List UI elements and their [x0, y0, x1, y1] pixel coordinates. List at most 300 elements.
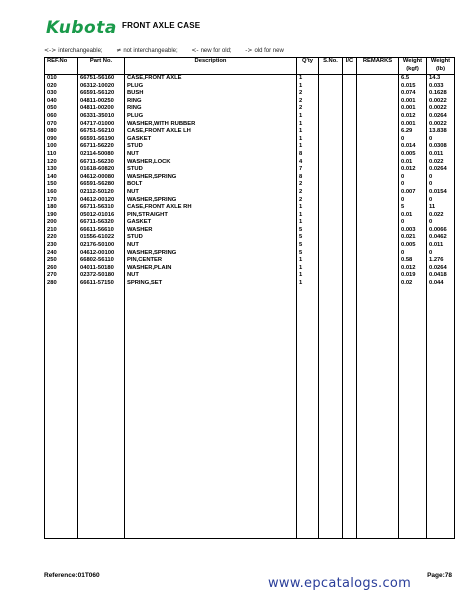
weight-kgf-cell: 0.012	[399, 166, 427, 174]
part-no-cell: 01618-60820	[78, 166, 125, 174]
table-row	[45, 136, 455, 144]
description-cell: RING	[125, 105, 297, 113]
table-row	[45, 189, 455, 197]
ref-no-cell: 270	[45, 272, 78, 280]
remarks-cell	[357, 98, 399, 106]
remarks-cell	[357, 204, 399, 212]
qty-cell: 1	[297, 204, 319, 212]
ic-cell	[343, 83, 357, 91]
description-cell: GASKET	[125, 136, 297, 144]
ic-cell	[343, 159, 357, 167]
description-cell: CASE,FRONT AXLE	[125, 75, 297, 83]
qty-cell: 1	[297, 257, 319, 265]
ic-cell	[343, 143, 357, 151]
empty-cell	[78, 288, 125, 539]
qty-cell: 5	[297, 242, 319, 250]
serial-no-cell	[319, 166, 343, 174]
table-row	[45, 197, 455, 205]
part-no-cell: 66751-56210	[78, 128, 125, 136]
qty-cell: 1	[297, 136, 319, 144]
remarks-cell	[357, 227, 399, 235]
ref-no-cell: 190	[45, 212, 78, 220]
legend-item	[191, 48, 237, 54]
serial-no-cell	[319, 257, 343, 265]
legend-text: old for new	[254, 48, 284, 54]
weight-kgf-cell: 0	[399, 174, 427, 182]
ic-cell	[343, 113, 357, 121]
serial-no-cell	[319, 227, 343, 235]
weight-lb-cell: 0.0022	[427, 105, 455, 113]
ref-no-cell: 080	[45, 128, 78, 136]
ic-cell	[343, 204, 357, 212]
table-row	[45, 83, 455, 91]
ic-cell	[343, 90, 357, 98]
serial-no-cell	[319, 204, 343, 212]
remarks-cell	[357, 143, 399, 151]
ref-no-cell: 070	[45, 121, 78, 129]
legend-item	[116, 48, 183, 54]
description-cell: NUT	[125, 242, 297, 250]
qty-cell: 1	[297, 143, 319, 151]
table-row	[45, 204, 455, 212]
serial-no-cell	[319, 212, 343, 220]
weight-lb-cell: 0.033	[427, 83, 455, 91]
empty-cell	[125, 288, 297, 539]
ref-no-cell: 250	[45, 257, 78, 265]
weight-kgf-cell: 0.014	[399, 143, 427, 151]
qty-cell: 1	[297, 212, 319, 220]
ref-no-cell: 140	[45, 174, 78, 182]
part-no-cell: 04717-01000	[78, 121, 125, 129]
table-row	[45, 272, 455, 280]
remarks-cell	[357, 257, 399, 265]
weight-lb-cell: 0.0462	[427, 234, 455, 242]
ic-cell	[343, 181, 357, 189]
table-row	[45, 105, 455, 113]
part-no-cell: 04612-00080	[78, 174, 125, 182]
remarks-cell	[357, 159, 399, 167]
qty-cell: 2	[297, 189, 319, 197]
description-cell: PIN,STRAIGHT	[125, 212, 297, 220]
part-no-cell: 66711-56320	[78, 219, 125, 227]
remarks-cell	[357, 189, 399, 197]
ref-no-cell: 050	[45, 105, 78, 113]
weight-kgf-cell: 6.5	[399, 75, 427, 83]
qty-cell: 7	[297, 166, 319, 174]
ref-no-cell: 060	[45, 113, 78, 121]
part-no-cell: 02372-50180	[78, 272, 125, 280]
table-row	[45, 219, 455, 227]
table-row	[45, 280, 455, 288]
ic-cell	[343, 121, 357, 129]
remarks-cell	[357, 212, 399, 220]
serial-no-cell	[319, 219, 343, 227]
watermark: www.epcatalogs.com	[268, 576, 412, 591]
remarks-cell	[357, 242, 399, 250]
table-header-row	[45, 58, 455, 75]
interchangeable-arrow-icon: <->	[44, 47, 57, 54]
qty-cell: 4	[297, 159, 319, 167]
ic-cell	[343, 227, 357, 235]
table-row	[45, 242, 455, 250]
description-cell: PIN,CENTER	[125, 257, 297, 265]
remarks-cell	[357, 128, 399, 136]
table-row	[45, 143, 455, 151]
weight-lb-cell: 0.0154	[427, 189, 455, 197]
weight-kgf-cell: 0	[399, 181, 427, 189]
description-cell: NUT	[125, 151, 297, 159]
weight-kgf-cell: 0.003	[399, 227, 427, 235]
table-row	[45, 121, 455, 129]
serial-no-cell	[319, 272, 343, 280]
weight-kgf-cell: 0.58	[399, 257, 427, 265]
ref-no-cell: 280	[45, 280, 78, 288]
description-cell: STUD	[125, 143, 297, 151]
description-cell: NUT	[125, 189, 297, 197]
serial-no-cell	[319, 181, 343, 189]
description-cell: WASHER,SPRING	[125, 250, 297, 258]
qty-cell: 2	[297, 90, 319, 98]
table-filler-row	[45, 288, 455, 539]
ref-no-cell: 180	[45, 204, 78, 212]
weight-lb-cell: 0.1628	[427, 90, 455, 98]
remarks-cell	[357, 136, 399, 144]
weight-lb-cell: 0.0022	[427, 121, 455, 129]
table-row	[45, 166, 455, 174]
page-title: FRONT AXLE CASE	[122, 21, 201, 30]
weight-lb-cell: 0.044	[427, 280, 455, 288]
empty-cell	[343, 288, 357, 539]
part-no-cell: 66611-57150	[78, 280, 125, 288]
serial-no-cell	[319, 121, 343, 129]
table-row	[45, 90, 455, 98]
ic-cell	[343, 189, 357, 197]
description-cell: BOLT	[125, 181, 297, 189]
parts-table	[44, 57, 455, 539]
table-row	[45, 151, 455, 159]
part-no-cell: 66802-56110	[78, 257, 125, 265]
serial-no-cell	[319, 159, 343, 167]
ref-no-cell: 010	[45, 75, 78, 83]
qty-cell: 1	[297, 83, 319, 91]
table-row	[45, 181, 455, 189]
ic-cell	[343, 265, 357, 273]
ic-cell	[343, 257, 357, 265]
description-cell: WASHER,WITH RUBBER	[125, 121, 297, 129]
ic-cell	[343, 136, 357, 144]
weight-lb-cell: 0.011	[427, 151, 455, 159]
remarks-cell	[357, 265, 399, 273]
description-cell: BUSH	[125, 90, 297, 98]
qty-cell: 5	[297, 234, 319, 242]
ref-no-cell: 100	[45, 143, 78, 151]
right-arrow-icon: ->	[245, 47, 253, 54]
qty-cell: 1	[297, 113, 319, 121]
part-no-cell: 66611-56610	[78, 227, 125, 235]
ic-cell	[343, 219, 357, 227]
col-header-weight-lb: Weight (lb)	[427, 58, 455, 75]
reference-code: Reference:01T060	[44, 572, 100, 579]
weight-kgf-cell: 0.012	[399, 265, 427, 273]
ic-cell	[343, 280, 357, 288]
remarks-cell	[357, 166, 399, 174]
ic-cell	[343, 234, 357, 242]
ic-cell	[343, 105, 357, 113]
col-header-remarks: REMARKS	[357, 58, 399, 75]
weight-lb-cell: 1.276	[427, 257, 455, 265]
remarks-cell	[357, 121, 399, 129]
remarks-cell	[357, 75, 399, 83]
description-cell: WASHER,LOCK	[125, 159, 297, 167]
serial-no-cell	[319, 113, 343, 121]
ic-cell	[343, 272, 357, 280]
ref-no-cell: 230	[45, 242, 78, 250]
weight-kgf-cell: 0.01	[399, 212, 427, 220]
legend-text: interchangeable;	[58, 48, 103, 54]
weight-kgf-cell: 5	[399, 204, 427, 212]
part-no-cell: 04811-00250	[78, 98, 125, 106]
legend-item	[245, 48, 290, 54]
part-no-cell: 02114-50080	[78, 151, 125, 159]
description-cell: NUT	[125, 272, 297, 280]
serial-no-cell	[319, 280, 343, 288]
part-no-cell: 02176-50100	[78, 242, 125, 250]
ref-no-cell: 240	[45, 250, 78, 258]
weight-lb-cell: 0	[427, 250, 455, 258]
serial-no-cell	[319, 75, 343, 83]
description-cell: RING	[125, 98, 297, 106]
weight-lb-cell: 13.838	[427, 128, 455, 136]
weight-lb-cell: 11	[427, 204, 455, 212]
serial-no-cell	[319, 128, 343, 136]
weight-kgf-cell: 0.01	[399, 159, 427, 167]
ref-no-cell: 020	[45, 83, 78, 91]
ref-no-cell: 170	[45, 197, 78, 205]
legend-text: new for old;	[200, 48, 232, 54]
col-header-sno: S.No.	[319, 58, 343, 75]
weight-lb-cell: 0.0066	[427, 227, 455, 235]
table-row	[45, 113, 455, 121]
weight-kgf-cell: 0.001	[399, 98, 427, 106]
table-row	[45, 98, 455, 106]
serial-no-cell	[319, 234, 343, 242]
serial-no-cell	[319, 174, 343, 182]
serial-no-cell	[319, 90, 343, 98]
weight-lb-cell: 0	[427, 197, 455, 205]
weight-kgf-cell: 0	[399, 250, 427, 258]
serial-no-cell	[319, 143, 343, 151]
serial-no-cell	[319, 136, 343, 144]
part-no-cell: 04612-00120	[78, 197, 125, 205]
weight-kgf-cell: 0.074	[399, 90, 427, 98]
serial-no-cell	[319, 242, 343, 250]
ref-no-cell: 150	[45, 181, 78, 189]
description-cell: PLUG	[125, 83, 297, 91]
ref-no-cell: 200	[45, 219, 78, 227]
col-header-description: Description	[125, 58, 297, 75]
part-no-cell: 66591-56190	[78, 136, 125, 144]
weight-kgf-cell: 0	[399, 219, 427, 227]
ref-no-cell: 120	[45, 159, 78, 167]
ic-cell	[343, 250, 357, 258]
col-header-part-no: Part No.	[78, 58, 125, 75]
ref-no-cell: 220	[45, 234, 78, 242]
table-row	[45, 265, 455, 273]
ic-cell	[343, 98, 357, 106]
ic-cell	[343, 197, 357, 205]
kubota-logo: Kubota	[46, 18, 117, 38]
weight-kgf-cell: 0.001	[399, 121, 427, 129]
remarks-cell	[357, 250, 399, 258]
serial-no-cell	[319, 83, 343, 91]
serial-no-cell	[319, 265, 343, 273]
interchangeability-legend	[44, 47, 296, 54]
qty-cell: 2	[297, 105, 319, 113]
ref-no-cell: 160	[45, 189, 78, 197]
remarks-cell	[357, 197, 399, 205]
description-cell: CASE,FRONT AXLE RH	[125, 204, 297, 212]
weight-kgf-cell: 0.021	[399, 234, 427, 242]
ic-cell	[343, 174, 357, 182]
description-cell: GASKET	[125, 219, 297, 227]
weight-lb-cell: 0.0308	[427, 143, 455, 151]
table-row	[45, 257, 455, 265]
empty-cell	[45, 288, 78, 539]
description-cell: STUD	[125, 166, 297, 174]
empty-cell	[357, 288, 399, 539]
weight-kgf-cell: 0.015	[399, 83, 427, 91]
part-no-cell: 66751-56160	[78, 75, 125, 83]
table-row	[45, 250, 455, 258]
remarks-cell	[357, 181, 399, 189]
not-equal-icon: ≠	[116, 47, 122, 54]
ic-cell	[343, 128, 357, 136]
weight-kgf-cell: 0.001	[399, 105, 427, 113]
remarks-cell	[357, 219, 399, 227]
qty-cell: 1	[297, 219, 319, 227]
weight-kgf-cell: 0.005	[399, 151, 427, 159]
qty-cell: 2	[297, 98, 319, 106]
weight-lb-cell: 0.0022	[427, 98, 455, 106]
part-no-cell: 66711-56310	[78, 204, 125, 212]
table-row	[45, 212, 455, 220]
weight-lb-cell: 0.022	[427, 212, 455, 220]
empty-cell	[319, 288, 343, 539]
part-no-cell: 04811-00200	[78, 105, 125, 113]
qty-cell: 8	[297, 174, 319, 182]
table-row	[45, 159, 455, 167]
ic-cell	[343, 166, 357, 174]
ic-cell	[343, 75, 357, 83]
col-header-ic: I/C	[343, 58, 357, 75]
part-no-cell: 66591-56280	[78, 181, 125, 189]
serial-no-cell	[319, 105, 343, 113]
part-no-cell: 05012-01016	[78, 212, 125, 220]
description-cell: PLUG	[125, 113, 297, 121]
legend-text: not interchangeable;	[123, 48, 178, 54]
qty-cell: 1	[297, 121, 319, 129]
weight-lb-cell: 0.0264	[427, 113, 455, 121]
weight-lb-cell: 0.022	[427, 159, 455, 167]
remarks-cell	[357, 83, 399, 91]
weight-kgf-cell: 0.019	[399, 272, 427, 280]
qty-cell: 1	[297, 280, 319, 288]
remarks-cell	[357, 280, 399, 288]
description-cell: WASHER	[125, 227, 297, 235]
part-no-cell: 01556-61022	[78, 234, 125, 242]
ref-no-cell: 210	[45, 227, 78, 235]
remarks-cell	[357, 105, 399, 113]
remarks-cell	[357, 234, 399, 242]
table-row	[45, 234, 455, 242]
remarks-cell	[357, 174, 399, 182]
qty-cell: 1	[297, 75, 319, 83]
left-arrow-icon: <-	[191, 47, 199, 54]
serial-no-cell	[319, 197, 343, 205]
weight-kgf-cell: 6.29	[399, 128, 427, 136]
part-no-cell: 66711-56220	[78, 143, 125, 151]
qty-cell: 1	[297, 128, 319, 136]
weight-kgf-cell: 0	[399, 197, 427, 205]
weight-lb-cell: 0	[427, 219, 455, 227]
ref-no-cell: 110	[45, 151, 78, 159]
table-row	[45, 75, 455, 83]
part-no-cell: 06312-10020	[78, 83, 125, 91]
description-cell: STUD	[125, 234, 297, 242]
qty-cell: 8	[297, 151, 319, 159]
col-header-weight-kgf: Weight (kgf)	[399, 58, 427, 75]
remarks-cell	[357, 90, 399, 98]
weight-lb-cell: 0.011	[427, 242, 455, 250]
description-cell: WASHER,SPRING	[125, 174, 297, 182]
remarks-cell	[357, 272, 399, 280]
weight-lb-cell: 0.0264	[427, 265, 455, 273]
table-row	[45, 174, 455, 182]
empty-cell	[399, 288, 427, 539]
page-number: Page:78	[427, 572, 452, 579]
qty-cell: 1	[297, 272, 319, 280]
serial-no-cell	[319, 189, 343, 197]
qty-cell: 2	[297, 181, 319, 189]
serial-no-cell	[319, 98, 343, 106]
empty-cell	[427, 288, 455, 539]
part-no-cell: 66591-56120	[78, 90, 125, 98]
weight-kgf-cell: 0.02	[399, 280, 427, 288]
ref-no-cell: 040	[45, 98, 78, 106]
ref-no-cell: 090	[45, 136, 78, 144]
legend-item	[44, 48, 109, 54]
qty-cell: 1	[297, 265, 319, 273]
weight-lb-cell: 14.3	[427, 75, 455, 83]
weight-lb-cell: 0	[427, 174, 455, 182]
ic-cell	[343, 151, 357, 159]
col-header-ref: REF.No	[45, 58, 78, 75]
ic-cell	[343, 242, 357, 250]
serial-no-cell	[319, 250, 343, 258]
part-no-cell: 04011-50180	[78, 265, 125, 273]
part-no-cell: 02112-50120	[78, 189, 125, 197]
remarks-cell	[357, 113, 399, 121]
table-row	[45, 227, 455, 235]
part-no-cell: 66711-56230	[78, 159, 125, 167]
description-cell: CASE,FRONT AXLE LH	[125, 128, 297, 136]
col-header-qty: Q'ty	[297, 58, 319, 75]
qty-cell: 2	[297, 197, 319, 205]
ref-no-cell: 260	[45, 265, 78, 273]
ic-cell	[343, 212, 357, 220]
weight-lb-cell: 0.0418	[427, 272, 455, 280]
qty-cell: 5	[297, 227, 319, 235]
